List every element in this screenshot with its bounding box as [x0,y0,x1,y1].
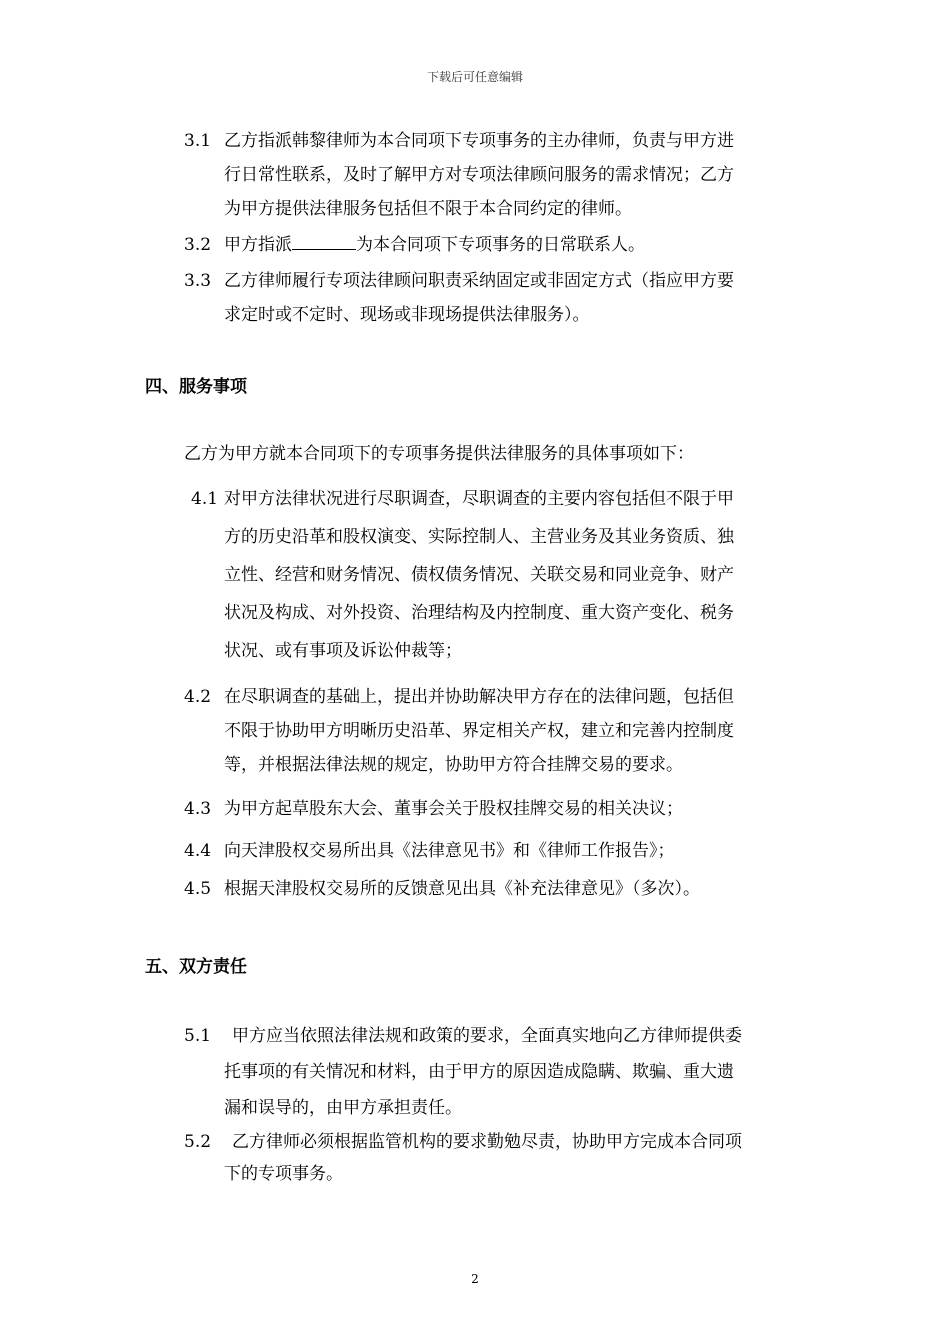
clause-text: 行日常性联系，及时了解甲方对专项法律顾问服务的需求情况；乙方 [224,165,734,185]
clause-number: 4.4 [184,841,212,861]
clause-text: 为甲方起草股东大会、董事会关于股权挂牌交易的相关决议； [224,799,683,819]
fill-in-blank [292,232,356,250]
clause-text: 漏和误导的，由甲方承担责任。 [224,1098,462,1118]
clause-number: 4.1 [191,489,219,509]
clause-text: 方的历史沿革和股权演变、实际控制人、主营业务及其业务资质、独 [224,527,734,547]
clause-number: 3.3 [184,271,212,291]
clause-4-3 [184,792,683,826]
clause-number: 3.1 [184,131,212,151]
clause-text: 甲方指派 [224,235,292,255]
clause-text: 托事项的有关情况和材料，由于甲方的原因造成隐瞒、欺骗、重大遗 [224,1062,734,1082]
clause-4-2 [184,680,734,782]
section-heading: 五、双方责任 [145,957,247,977]
clause-text: 在尽职调查的基础上，提出并协助解决甲方存在的法律问题，包括但 [224,687,734,707]
clause-number: 3.2 [184,235,212,255]
clause-text: 状况、或有事项及诉讼仲裁等； [224,641,462,661]
clause-text: 为本合同项下专项事务的日常联系人。 [356,235,645,255]
clause-number: 4.3 [184,799,212,819]
clause-text: 对甲方法律状况进行尽职调查，尽职调查的主要内容包括但不限于甲 [224,489,734,509]
clause-text: 乙方律师履行专项法律顾问职责采纳固定或非固定方式（指应甲方要 [224,271,734,291]
clause-4-1 [191,480,734,670]
clause-text: 乙方指派韩黎律师为本合同项下专项事务的主办律师，负责与甲方进 [224,131,734,151]
clause-3-3 [184,264,734,332]
clause-3-2 [184,228,645,262]
clause-text: 为甲方提供法律服务包括但不限于本合同约定的律师。 [224,199,632,219]
clause-4-4 [184,834,675,868]
clause-number: 4.5 [184,879,212,899]
clause-text: 根据天津股权交易所的反馈意见出具《补充法律意见》（多次）。 [224,879,700,899]
clause-text: 乙方律师必须根据监管机构的要求勤勉尽责，协助甲方完成本合同项 [232,1132,742,1152]
page-number: 2 [471,1272,479,1286]
page-header: 下载后可任意编辑 [426,70,523,84]
clause-text: 求定时或不定时、现场或非现场提供法律服务）。 [224,305,590,325]
clause-text: 立性、经营和财务情况、债权债务情况、关联交易和同业竞争、财产 [224,565,734,585]
clause-5-1 [184,1018,742,1126]
section-intro: 乙方为甲方就本合同项下的专项事务提供法律服务的具体事项如下： [184,444,694,464]
clause-text: 状况及构成、对外投资、治理结构及内控制度、重大资产变化、税务 [224,603,734,623]
clause-4-5 [184,872,700,906]
clause-5-2 [184,1126,742,1190]
clause-text: 甲方应当依照法律法规和政策的要求，全面真实地向乙方律师提供委 [232,1026,742,1046]
clause-text: 等，并根据法律法规的规定，协助甲方符合挂牌交易的要求。 [224,755,683,775]
clause-number: 4.2 [184,687,212,707]
clause-number: 5.1 [184,1026,212,1046]
clause-number: 5.2 [184,1132,212,1152]
clause-text: 向天津股权交易所出具《法律意见书》和《律师工作报告》； [224,841,675,861]
clause-text: 不限于协助甲方明晰历史沿革、界定相关产权，建立和完善内控制度 [224,721,734,741]
clause-3-1 [184,124,734,226]
section-heading: 四、服务事项 [145,377,247,397]
clause-text: 下的专项事务。 [224,1164,343,1184]
